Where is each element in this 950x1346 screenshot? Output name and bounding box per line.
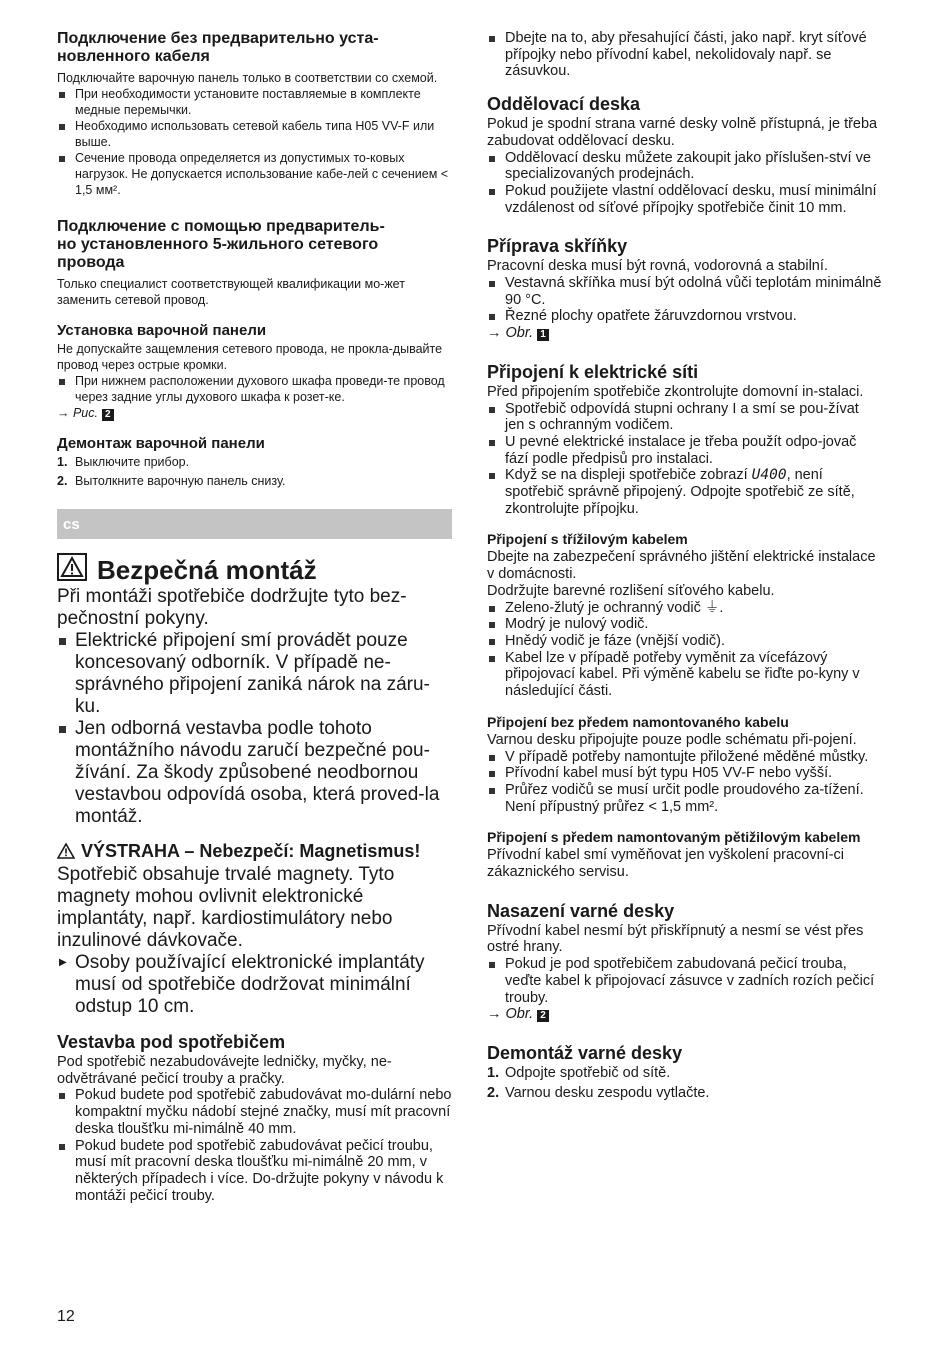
ru-text: Только специалист соответствующей квалификации мо-жет заменить сетевой провод.	[57, 277, 405, 307]
step-list	[487, 1065, 882, 1101]
bullet-list	[57, 1087, 452, 1204]
language-code: cs	[63, 516, 80, 533]
warning-icon	[57, 840, 81, 864]
ru-text: Подключайте варочную панель только в соответствии со схемой.	[57, 71, 438, 85]
list-item: 2. Varnou desku zespodu vytlačte.	[487, 1084, 710, 1101]
bullet-list	[487, 275, 882, 325]
heading-oddelovaci: Oddělovací deska	[487, 94, 641, 115]
list-item: Elektrické připojení smí provádět pouze koncesovaný odborník. V případě ne-správného připojení zaniká nárok na záru-ku.	[57, 630, 452, 718]
body-text: Pracovní deska musí být rovná, vodorovná a stabilní.	[487, 258, 828, 275]
body-text: Dodržujte barevné rozlišení síťového kabelu.	[487, 582, 775, 599]
list-item: Hnědý vodič je fáze (vnější vodič).	[487, 633, 882, 650]
ru-bullet-list	[57, 86, 452, 198]
figure-reference: → Obr. 2	[487, 1006, 882, 1023]
list-item: Oddělovací desku můžete zakoupit jako příslušen-ství ve specializovaných prodejnách.	[487, 150, 882, 183]
ru-bullet-list	[57, 373, 452, 405]
list-item: Kabel lze v případě potřeby vyměnit za vícefázový připojovací kabel. Při výměně kabelu se řiďte po-kyny v následující části.	[487, 650, 882, 700]
list-item: 1. Выключите прибор.	[57, 455, 190, 469]
body-text: Dbejte na zabezpečení správného jištění elektrické instalace v domácnosti.	[487, 549, 876, 583]
ru-text: Не допускайте защемления сетевого провода, не прокла-дывайте провод через острые кромки.	[57, 342, 443, 372]
list-item: Když se na displeji spotřebiče zobrazí U400, není spotřebič správně připojený. Odpojte spotřebič ze sítě, zkontrolujte přípojku.	[487, 467, 882, 517]
list-item: Jen odborná vestavba podle tohoto montážního návodu zaručí bezpečné pou-žívání. Za škody způsobené neodbornou vestavbou odpovídá osoba, která proved-la montáž.	[57, 718, 452, 828]
ru-step-list	[57, 454, 452, 489]
bullet-list	[487, 749, 882, 816]
list-item: Průřez vodičů se musí určit podle proudového za-tížení. Není přípustný průřez < 1,5 mm².	[487, 782, 882, 815]
list-item: Pokud je pod spotřebičem zabudovaná pečicí trouba, veďte kabel k připojovací zásuvce v zadních rozích pečicí trouby.	[487, 956, 882, 1006]
list-item: 1. Odpojte spotřebič od sítě.	[487, 1064, 671, 1081]
heading-vestavba: Vestavba pod spotřebičem	[57, 1032, 286, 1052]
list-item: Необходимо использовать сетевой кабель типа H05 VV-F или выше.	[57, 118, 452, 150]
list-item: При нижнем расположении духового шкафа проведи-те провод через задние углы духового шкафа к розет-ке.	[57, 373, 452, 405]
warning-text: Spotřebič obsahuje trvalé magnety. Tyto magnety mohou ovlivnit elektronické implantáty, např. kardiostimulátory nebo inzulinové dávkovače.	[57, 864, 395, 951]
body-text: Pokud je spodní strana varné desky volně přístupná, je třeba zabudovat oddělovací desku.	[487, 116, 878, 149]
list-item: При необходимости установите поставляемые в комплекте медные перемычки.	[57, 86, 452, 118]
list-item: Pokud budete pod spotřebič zabudovávat mo-dulární nebo kompaktní myčku nádobí stejné značky, musí mít pracovní deska tloušťku mi-nimálně 40 mm.	[57, 1087, 452, 1137]
list-item: 2. Вытолкните варочную панель снизу.	[57, 474, 286, 488]
bullet-list	[487, 600, 882, 700]
body-text: Pod spotřebič nezabudovávejte ledničky, myčky, ne-odvětrávané pečicí trouby a pračky.	[57, 1054, 392, 1087]
list-item: U pevné elektrické instalace je třeba použít odpo-jovač fází podle předpisů pro instalaci.	[487, 434, 882, 467]
right-column	[487, 30, 882, 1104]
heading-bez-kabelu: Připojení bez předem namontovaného kabelu	[487, 713, 789, 730]
heading-trizilovy: Připojení s třížilovým kabelem	[487, 531, 688, 548]
heading-priprava: Příprava skříňky	[487, 236, 628, 257]
figure-number: 2	[102, 409, 114, 421]
left-column	[57, 30, 452, 1204]
list-item: ▶ Osoby používající elektronické implantáty musí od spotřebiče dodržovat minimální odstup 10 cm.	[57, 952, 452, 1018]
body-text: Varnou desku připojujte pouze podle schématu při-pojení.	[487, 731, 857, 748]
warning-action-list	[57, 952, 452, 1018]
figure-reference: → Рис. 2	[57, 405, 452, 421]
figure-number: 2	[537, 1010, 549, 1022]
display-code: U400	[751, 467, 787, 484]
list-item: Pokud budete pod spotřebič zabudovávat pečicí troubu, musí mít pracovní deska tloušťku mi-nimálně 20 mm, v některých případech i více. Do-držujte pokyny v návodu k montáži pečicí trouby.	[57, 1138, 452, 1205]
language-bar	[57, 509, 452, 539]
heading-petizilovy: Připojení s předem namontovaným pětižilovým kabelem	[487, 829, 861, 846]
ru-heading-connect-5wire: Подключение с помощью предваритель- но установленного 5-жильного сетевого провода	[57, 218, 385, 271]
list-item: Modrý je nulový vodič.	[487, 616, 882, 633]
bullet-list	[487, 150, 882, 217]
bullet-list	[487, 401, 882, 518]
ru-heading-connect-no-cable: Подключение без предварительно уста- новленного кабеля	[57, 30, 379, 65]
list-item: Сечение провода определяется из допустимых то-ковых нагрузок. Не допускается использование кабе-лей с сечением < 1,5 мм².	[57, 150, 452, 198]
ru-heading-install: Установка варочной панели	[57, 322, 267, 339]
figure-number: 1	[537, 329, 549, 341]
list-item: V případě potřeby namontujte přiložené měděné můstky.	[487, 749, 882, 766]
list-item: Dbejte na to, aby přesahující části, jako např. kryt síťové přípojky nebo přívodní kabel, nekolidovaly např. se zásuvkou.	[487, 30, 882, 80]
list-item: Řezné plochy opatřete žáruvzdornou vrstvou.	[487, 308, 882, 325]
list-item: Zeleno-žlutý je ochranný vodič ⏚.	[487, 600, 882, 617]
heading-pripojeni: Připojení k elektrické síti	[487, 361, 699, 382]
safety-title: Bezpečná montáž	[57, 553, 452, 586]
ru-heading-removal: Демонтаж варочной панели	[57, 435, 265, 452]
bullet-list	[487, 956, 882, 1006]
body-text: Přívodní kabel nesmí být přiskřípnutý a nesmí se vést přes ostré hrany.	[487, 922, 864, 956]
list-item: Vestavná skříňka musí být odolná vůči teplotám minimálně 90 °C.	[487, 275, 882, 308]
heading-demontaz: Demontáž varné desky	[487, 1042, 683, 1063]
warning-triangle-icon	[57, 553, 87, 586]
list-item: Spotřebič odpovídá stupni ochrany I a smí se pou-žívat jen s ochranným vodičem.	[487, 401, 882, 434]
safety-bullet-list	[57, 630, 452, 828]
bullet-list	[487, 30, 882, 80]
body-text: Před připojením spotřebiče zkontrolujte domovní in-stalaci.	[487, 383, 864, 400]
heading-nasazeni: Nasazení varné desky	[487, 900, 675, 921]
figure-reference: → Obr. 1	[487, 325, 882, 342]
body-text: Přívodní kabel smí vyměňovat jen vyškolení pracovní-ci zákaznického servisu.	[487, 847, 845, 881]
page-number: 12	[57, 1308, 75, 1325]
warning-heading: VÝSTRAHA – Nebezpečí: Magnetismus!	[57, 840, 452, 864]
safety-intro: Při montáži spotřebiče dodržujte tyto bez-pečnostní pokyny.	[57, 586, 407, 629]
list-item: Pokud použijete vlastní oddělovací desku, musí minimální vzdálenost od síťové přípojky spotřebiče činit 10 mm.	[487, 183, 882, 216]
list-item: Přívodní kabel musí být typu H05 VV-F nebo vyšší.	[487, 765, 882, 782]
